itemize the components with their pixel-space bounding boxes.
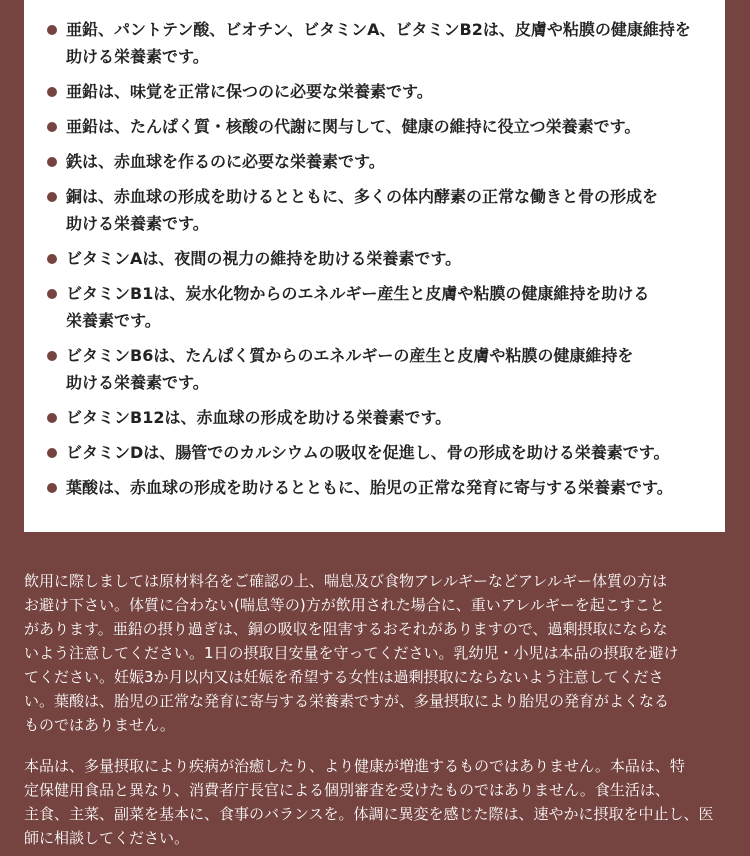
claim-text: ビタミンDは、腸管でのカルシウムの吸収を促進し、骨の形成を助ける栄養素です。 — [66, 443, 670, 462]
claim-text: ビタミンB6は、たんぱく質からのエネルギーの産生と皮膚や粘膜の健康維持を 助ける栄養素です。 — [66, 346, 634, 392]
claim-item — [46, 439, 705, 466]
bullet-icon — [47, 25, 57, 35]
claim-item — [46, 113, 705, 140]
bullet-icon — [47, 157, 57, 167]
claim-item — [46, 16, 705, 70]
claim-item — [46, 342, 705, 396]
bullet-icon — [47, 483, 57, 493]
bullet-icon — [47, 192, 57, 202]
claim-text: ビタミンAは、夜間の視力の維持を助ける栄養素です。 — [66, 249, 462, 268]
claim-item — [46, 245, 705, 272]
claim-item — [46, 474, 705, 501]
claim-item — [46, 280, 705, 334]
claim-text: 銅は、赤血球の形成を助けるとともに、多くの体内酵素の正常な働きと骨の形成を 助ける栄養素です。 — [66, 187, 659, 233]
bullet-icon — [47, 448, 57, 458]
claim-text: ビタミンB1は、炭水化物からのエネルギー産生と皮膚や粘膜の健康維持を助ける 栄養素です。 — [66, 284, 650, 330]
nutrient-claims-card — [24, 0, 725, 532]
bullet-icon — [47, 413, 57, 423]
bullet-icon — [47, 351, 57, 361]
claim-text: 亜鉛は、たんぱく質・核酸の代謝に関与して、健康の維持に役立つ栄養素です。 — [66, 117, 641, 136]
bullet-icon — [47, 254, 57, 264]
allergy-notice: 飲用に際しましては原材料名をご確認の上、喘息及び食物アレルギーなどアレルギー体質の方は お避け下さい。体質に合わない(喘息等の)方が飲用された場合に、重いアレルギーを起こすこと があります。亜鉛の摂り過ぎは、銅の吸収を阻害するおそれがありますので、過剰摂取にならな いよう注意してください。1日の摂取目安量を守ってください。乳幼児・小児は本品の摂取を避け てください。妊娠3か月以内又は妊娠を希望する女性は過剰摂取にならないよう注意してくださ い。葉酸は、胎児の正常な発育に寄与する栄養素ですが、多量摂取により胎児の発育がよくなる ものではありません。 — [24, 572, 679, 734]
bullet-icon — [47, 122, 57, 132]
claim-text: 亜鉛、パントテン酸、ビオチン、ビタミンA、ビタミンB2は、皮膚や粘膜の健康維持を 助ける栄養素です。 — [66, 20, 691, 66]
claim-text: 亜鉛は、味覚を正常に保つのに必要な栄養素です。 — [66, 82, 433, 101]
intake-disclaimer: 本品は、多量摂取により疾病が治癒したり、より健康が増進するものではありません。本品は、特 定保健用食品と異なり、消費者庁長官による個別審査を受けたものではありません。食生活は、 主食、主菜、副菜を基本に、食事のバランスを。体調に異変を感じた際は、速やかに摂取を中止し、医 師に相談してください。 — [24, 757, 714, 847]
claim-item — [46, 148, 705, 175]
claim-text: 葉酸は、赤血球の形成を助けるとともに、胎児の正常な発育に寄与する栄養素です。 — [66, 478, 673, 497]
bullet-icon — [47, 87, 57, 97]
claim-item — [46, 78, 705, 105]
claim-item — [46, 183, 705, 237]
bullet-icon — [47, 289, 57, 299]
claim-text: ビタミンB12は、赤血球の形成を助ける栄養素です。 — [66, 408, 452, 427]
nutrient-claims-list — [24, 0, 725, 501]
claim-item — [46, 404, 705, 431]
claim-text: 鉄は、赤血球を作るのに必要な栄養素です。 — [66, 152, 385, 171]
